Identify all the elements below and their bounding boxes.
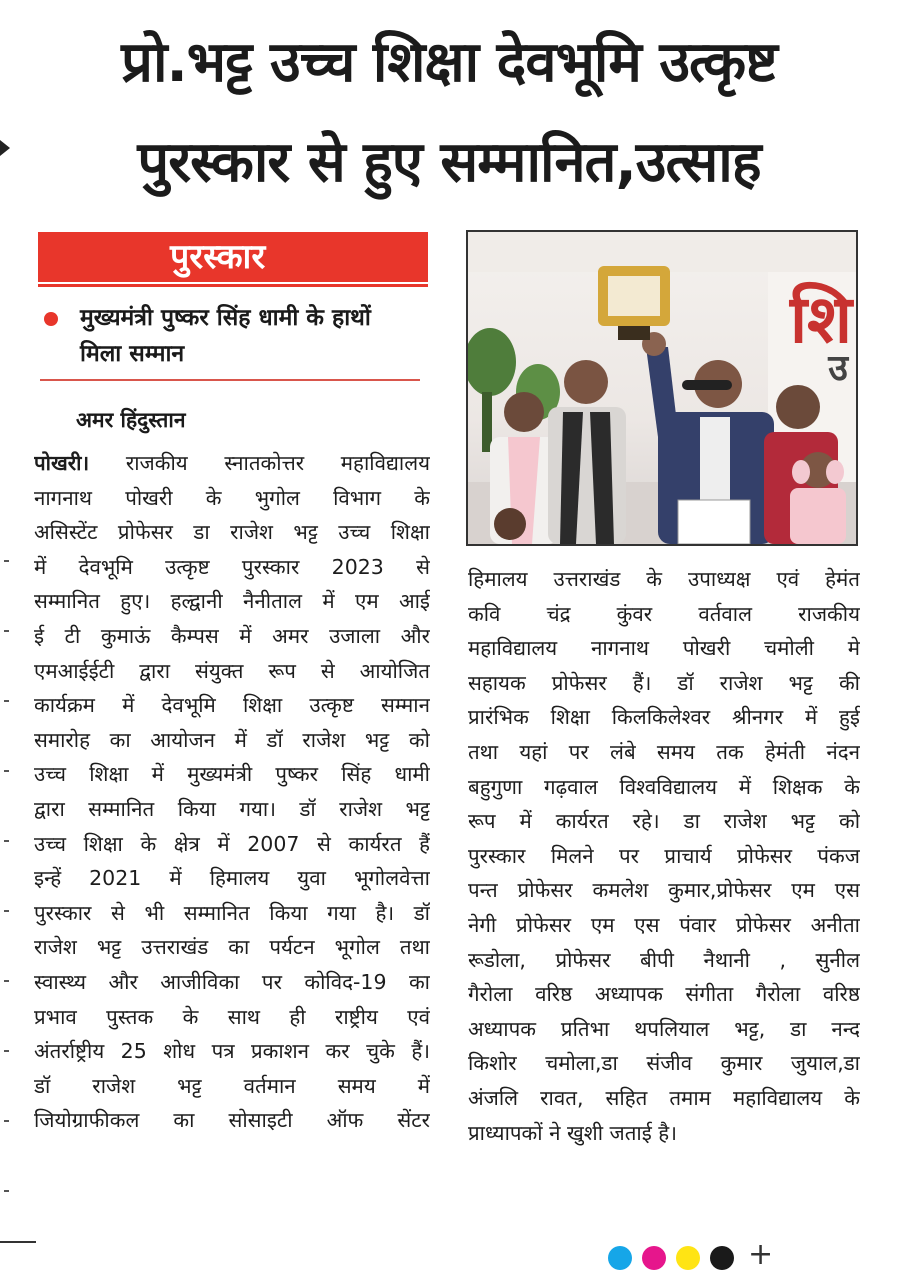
backdrop-banner-subtext: उ [828, 347, 848, 389]
article-line: इन्हें 2021 में हिमालय युवा भूगोलवेत्ता [34, 866, 430, 891]
article-line: अंतर्राष्ट्रीय 25 शोध पत्र प्रकाशन कर चुके हैं। [34, 1039, 430, 1064]
headline-line-1: प्रो.भट्ट उच्च शिक्षा देवभूमि उत्कृष्ट [121, 30, 777, 95]
award-photo [466, 230, 858, 546]
article-line: रूप में कार्यरत रहे। डा राजेश भट्ट को [468, 809, 860, 834]
registration-plus-icon: + [748, 1237, 774, 1272]
article-line: सहायक प्रोफेसर हैं। डॉ राजेश भट्ट की [468, 670, 860, 695]
article-column-left [34, 446, 430, 1138]
article-line: तथा यहां पर लंबे समय तक हेमंती नंदन [468, 739, 860, 764]
backdrop-banner-text: शि [790, 280, 852, 358]
subheading-line: मुख्यमंत्री पुष्कर सिंह धामी के हाथों [80, 305, 371, 331]
byline: अमर हिंदुस्तान [76, 408, 186, 432]
subheading [80, 300, 430, 372]
article-line: समारोह का आयोजन में डॉ राजेश भट्ट को [34, 727, 430, 752]
dateline: पोखरी। [34, 451, 90, 475]
headline-line-2: पुरस्कार से हुए सम्मानित,उत्साह [137, 130, 761, 195]
article-line [34, 446, 430, 481]
article-line: प्रारंभिक शिक्षा किलकिलेश्वर श्रीनगर में हुई [468, 705, 860, 730]
article-line: राजेश भट्ट उत्तराखंड का पर्यटन भूगोल तथा [34, 935, 430, 960]
registration-mark-black [710, 1246, 734, 1270]
article-line: प्राध्यापकों ने खुशी जताई है। [468, 1120, 677, 1145]
bottom-left-rule [0, 1241, 36, 1243]
bullet-icon [44, 312, 58, 326]
article-line: स्वास्थ्य और आजीविका पर कोविद-19 का [34, 969, 430, 994]
article-line: पन्त प्रोफेसर कमलेश कुमार,प्रोफेसर एम एस [468, 878, 860, 903]
article-line: जियोग्राफीकल का सोसाइटी ऑफ सेंटर [34, 1108, 430, 1133]
article-line: गैरोला वरिष्ठ अध्यापक संगीता गैरोला वरिष्ठ [468, 982, 860, 1007]
registration-mark-yellow [676, 1246, 700, 1270]
subheading-line: मिला सम्मान [80, 341, 185, 367]
article-line: नेगी प्रोफेसर एम एस पंवार प्रोफेसर अनीता [468, 912, 860, 937]
subheading-rule [40, 379, 420, 381]
article-line: असिस्टेंट प्रोफेसर डा राजेश भट्ट उच्च शिक्षा [34, 520, 430, 545]
article-line-text: राजकीय स्नातकोत्तर महाविद्यालय [125, 451, 430, 475]
article-line: बहुगुणा गढ़वाल विश्वविद्यालय में शिक्षक के [468, 774, 860, 799]
article-line: पुरस्कार से भी सम्मानित किया गया है। डॉ [34, 900, 430, 925]
article-line: एमआईईटी द्वारा संयुक्त रूप से आयोजित [34, 658, 430, 683]
registration-mark-magenta [642, 1246, 666, 1270]
article-line: पुरस्कार मिलने पर प्राचार्य प्रोफेसर पंकज [468, 843, 860, 868]
article-line: नागनाथ पोखरी के भुगोल विभाग के [34, 485, 430, 510]
article-line: डॉ राजेश भट्ट वर्तमान समय में [34, 1073, 430, 1098]
article-line: कार्यक्रम में देवभूमि शिक्षा उत्कृष्ट सम्मान [34, 693, 430, 718]
article-line: में देवभूमि उत्कृष्ट पुरस्कार 2023 से [34, 554, 430, 579]
article-line: सम्मानित हुए। हल्द्वानी नैनीताल में एम आई [34, 589, 430, 614]
article-line: किशोर चमोला,डा संजीव कुमार जुयाल,डा [468, 1051, 860, 1076]
section-tag: पुरस्कार [38, 232, 428, 282]
left-margin-ticks [0, 560, 14, 1240]
article-line: उच्च शिक्षा के क्षेत्र में 2007 से कार्यरत हैं [34, 831, 430, 856]
article-line: प्रभाव पुस्तक के साथ ही राष्ट्रीय एवं [34, 1004, 430, 1029]
article-column-right [468, 562, 860, 1150]
section-tag-underline [38, 284, 428, 287]
article-line: अध्यापक प्रतिभा थपलियाल भट्ट, डा नन्द [468, 1016, 860, 1041]
article-line: अंजलि रावत, सहित तमाम महाविद्यालय के [468, 1085, 860, 1110]
article-line: महाविद्यालय नागनाथ पोखरी चमोली मे [468, 636, 860, 661]
article-line: ई टी कुमाऊं कैम्पस में अमर उजाला और [34, 623, 430, 648]
registration-mark-cyan [608, 1246, 632, 1270]
article-line: हिमालय उत्तराखंड के उपाध्यक्ष एवं हेमंत [468, 567, 860, 591]
article-line: उच्च शिक्षा में मुख्यमंत्री पुष्कर सिंह धामी [34, 762, 430, 787]
article-line: द्वारा सम्मानित किया गया। डॉ राजेश भट्ट [34, 796, 430, 821]
article-line: कवि चंद्र कुंवर वर्तवाल राजकीय [468, 601, 860, 626]
article-line: रूडोला, प्रोफेसर बीपी नैथानी , सुनील [468, 947, 860, 972]
